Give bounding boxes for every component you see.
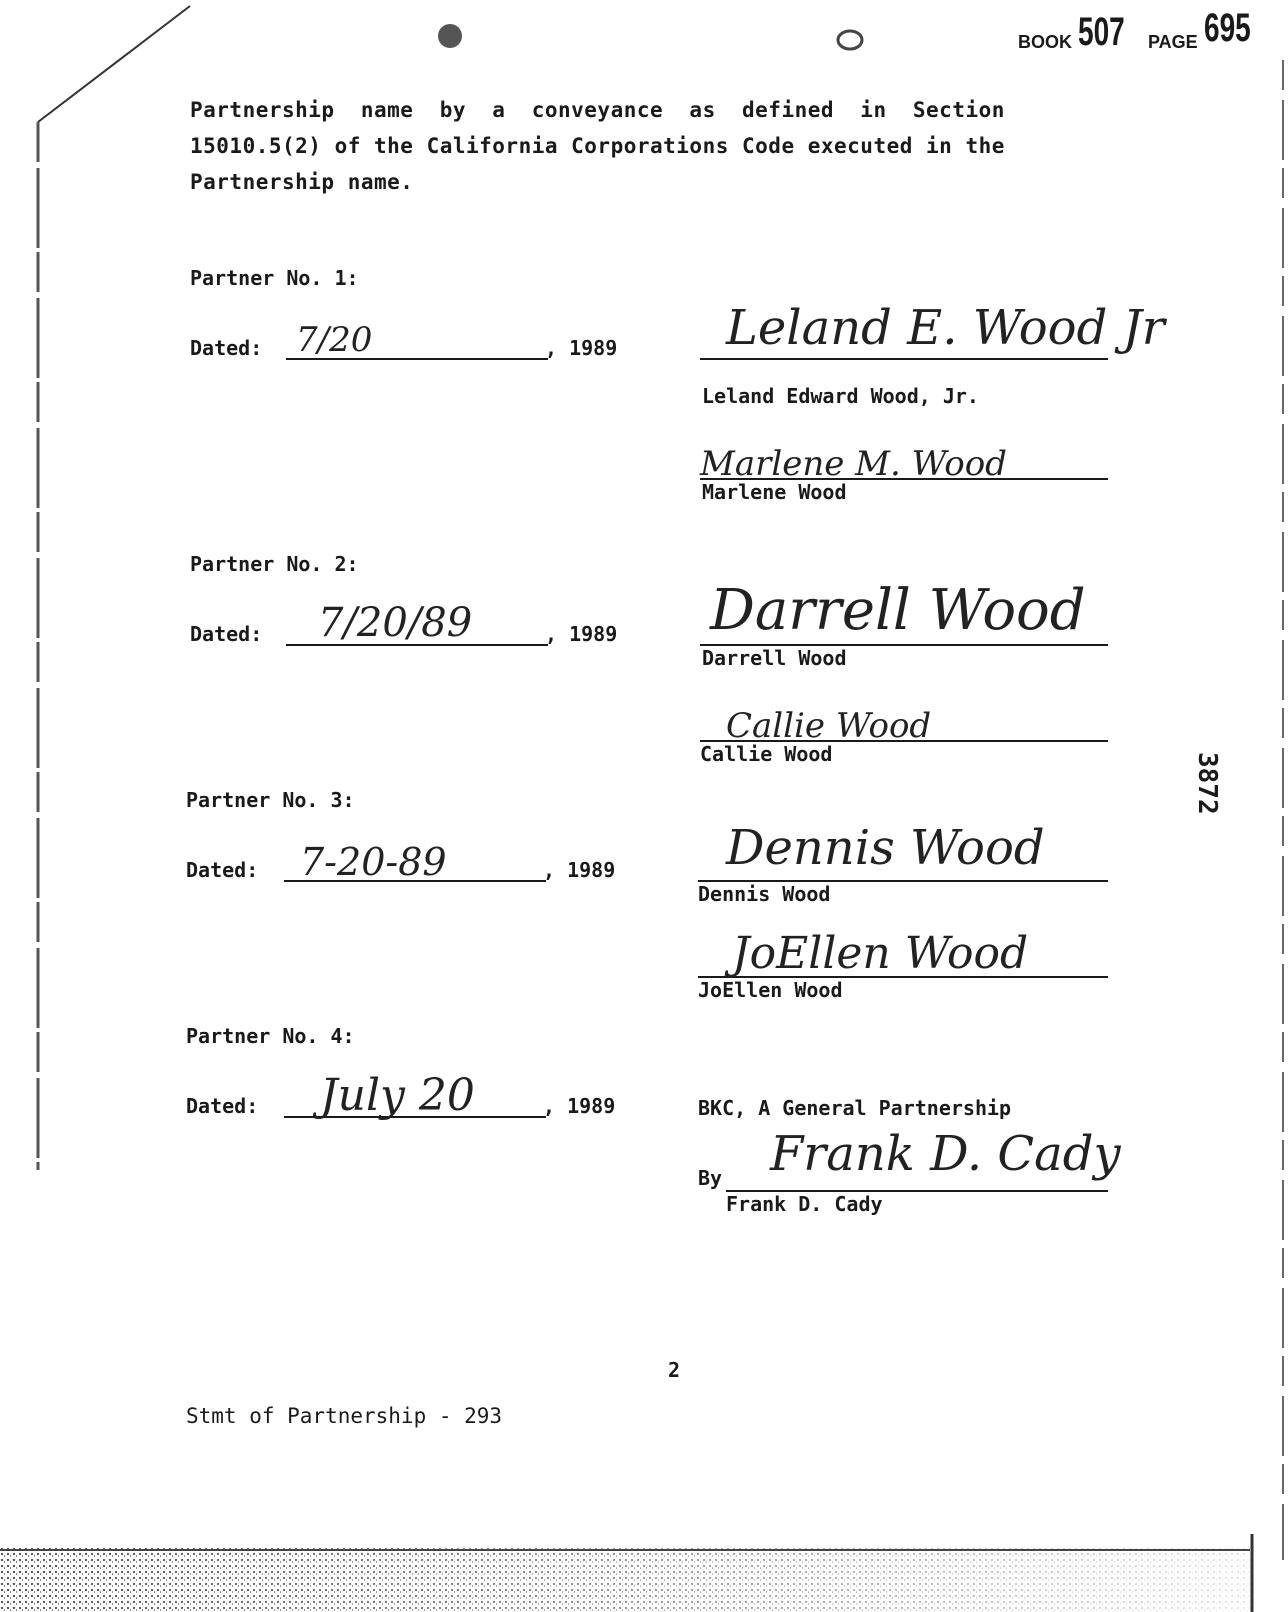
book-page-stamp — [1018, 6, 1278, 60]
partner-4-dated-label: Dated: — [186, 1094, 259, 1118]
partner-3-label: Partner No. 3: — [186, 788, 355, 812]
book-label: BOOK — [1018, 32, 1072, 52]
page-label: PAGE — [1148, 32, 1198, 52]
signature-leland: Leland E. Wood Jr — [726, 300, 1165, 356]
signer-name-joellen: JoEllen Wood — [698, 978, 843, 1002]
partner-4-label: Partner No. 4: — [186, 1024, 355, 1048]
partner-2-label: Partner No. 2: — [190, 552, 359, 576]
page-number-stamp: 695 — [1204, 6, 1251, 50]
entity-name: BKC, A General Partnership — [698, 1096, 1012, 1120]
signer-name-callie: Callie Wood — [700, 742, 833, 766]
signature-line-leland — [700, 358, 1108, 360]
signature-marlene: Marlene M. Wood — [700, 444, 1007, 484]
partner-1-date-handwritten: 7/20 — [296, 320, 373, 360]
signature-cady: Frank D. Cady — [770, 1126, 1121, 1182]
punch-hole-right — [838, 31, 862, 49]
signer-name-darrell: Darrell Wood — [702, 646, 847, 670]
signer-name-dennis: Dennis Wood — [698, 882, 831, 906]
punch-hole-left — [438, 24, 462, 48]
signer-name-cady: Frank D. Cady — [726, 1192, 883, 1216]
body-line-3: Partnership name. — [190, 170, 414, 194]
partner-4-year: , 1989 — [543, 1094, 616, 1118]
body-paragraph — [190, 92, 1110, 200]
signature-joellen: JoEllen Wood — [732, 928, 1029, 979]
partner-4-date-handwritten: July 20 — [320, 1070, 475, 1121]
partner-1-label: Partner No. 1: — [190, 266, 359, 290]
signer-name-leland: Leland Edward Wood, Jr. — [702, 384, 979, 408]
partner-2-date-handwritten: 7/20/89 — [318, 600, 473, 646]
partner-1-dated-label: Dated: — [190, 336, 263, 360]
partner-3-date-handwritten: 7-20-89 — [300, 840, 447, 884]
book-number: 507 — [1078, 10, 1125, 54]
by-label: By — [698, 1166, 723, 1190]
page-number: 2 — [668, 1358, 681, 1382]
body-line-2: 15010.5(2) of the California Corporations Code executed in the — [190, 134, 1005, 158]
side-stamp-number: 3872 — [1192, 752, 1222, 815]
partner-3-year: , 1989 — [543, 858, 616, 882]
signer-name-marlene: Marlene Wood — [702, 480, 847, 504]
scan-noise-band — [0, 1534, 1288, 1612]
partner-3-dated-label: Dated: — [186, 858, 259, 882]
partner-2-dated-label: Dated: — [190, 622, 263, 646]
partner-1-year: , 1989 — [545, 336, 618, 360]
partner-2-year: , 1989 — [545, 622, 618, 646]
signature-callie: Callie Wood — [726, 706, 932, 746]
signature-dennis: Dennis Wood — [726, 820, 1045, 876]
signature-darrell: Darrell Wood — [710, 578, 1086, 643]
footer-text: Stmt of Partnership - 293 — [186, 1404, 503, 1428]
body-line-1: Partnership name by a conveyance as defined in Section — [190, 98, 1005, 122]
